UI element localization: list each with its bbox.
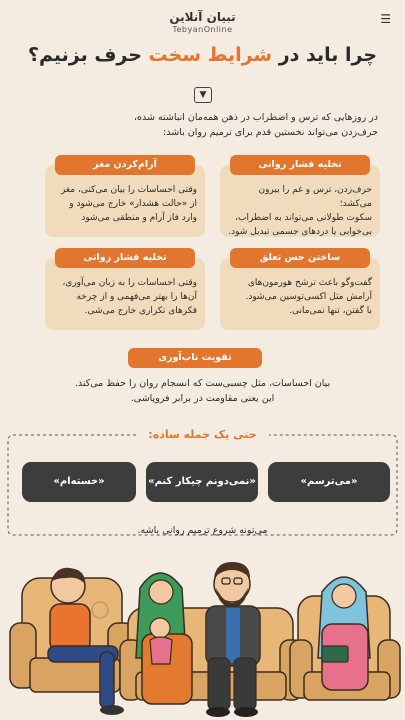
card-line: فکرهای تکراری خارج می‌شی. [84, 306, 197, 316]
card-body [53, 183, 197, 225]
card-belonging [220, 252, 380, 330]
resilience-title: تقویت تاب‌آوری [128, 348, 262, 368]
resilience-line: بیان احساسات، مثل چسبی‌ست که انسجام روان را حفظ می‌کند. [74, 378, 331, 389]
intro-line: حرف‌زدن می‌تواند نخستین قدم برای ترمیم روان باشد: [163, 127, 378, 138]
card-line: آرامش مثل اکسی‌توسین می‌شود. [245, 292, 372, 302]
resilience-line: این یعنی مقاومت در برابر فروپاشی. [130, 393, 275, 404]
card-line: وارد فاز آرام و منطقی می‌شود [81, 213, 197, 223]
card-line: با گفتن، تنها نمی‌مانی. [289, 306, 372, 316]
card-pressure-release-2 [45, 252, 205, 330]
card-body [228, 183, 372, 239]
phrase-afraid: «می‌ترسم» [268, 462, 390, 502]
woman-with-baby [136, 573, 192, 704]
title-highlight: شرایط سخت [148, 44, 273, 66]
card-line: گفت‌وگو باعث ترشح هورمون‌های [247, 278, 372, 288]
page-title [10, 44, 395, 66]
card-calm-brain [45, 159, 205, 237]
hamburger-icon[interactable]: ☰ [380, 12, 391, 26]
card-line: وقتی احساسات را بیان می‌کنی، مغز [60, 185, 197, 195]
card-line: حرف‌زدن، ترس و غم را بیرون می‌کشد؛ [258, 185, 372, 209]
title-part2: حرف بزنیم؟ [27, 44, 149, 66]
phrase-dont-know: «نمی‌دونم چیکار کنم» [146, 462, 258, 502]
brand-logo [0, 10, 405, 34]
phrase-tired: «خسته‌ام» [22, 462, 136, 502]
card-line: از «حالت هشدار» خارج می‌شود و [69, 199, 197, 209]
title-part1: چرا باید در [272, 44, 378, 66]
intro-line: در روزهایی که ترس و اضطراب در ذهن همه‌مان انباشته شده، [133, 112, 378, 123]
card-title: تخلیه فشار روانی [55, 248, 195, 268]
sentence-title: حتی یک جمله ساده: [148, 428, 257, 441]
card-body [228, 276, 372, 318]
card-line: وقتی احساسات را به زبان می‌آوری، [62, 278, 197, 288]
brand-name-fa: تبیان آنلاین [169, 10, 236, 24]
sentence-tail: می‌تونه شروع ترمیم روانی باشه. [137, 525, 268, 536]
arrow-down-icon: ▼ [194, 87, 212, 103]
woman-reading-book [290, 577, 400, 700]
card-line: آن‌ها را بهتر می‌فهمی و از چرخه [76, 292, 197, 302]
card-title: آرام‌کردن مغز [55, 155, 195, 175]
brand-name-en: TebyanOnline [172, 25, 233, 34]
card-line: سکوت طولانی می‌تواند به اضطراب، [235, 213, 372, 223]
card-pressure-release [220, 159, 380, 237]
card-title: تخلیه فشار روانی [230, 155, 370, 175]
card-body [53, 276, 197, 318]
card-line: بی‌خوابی یا دردهای جسمی تبدیل شود. [228, 227, 372, 237]
family-illustration [0, 548, 405, 720]
man-on-armchair [10, 568, 134, 715]
resilience-text [30, 376, 375, 406]
card-title: ساختن حس تعلق [230, 248, 370, 268]
intro-text [28, 110, 378, 140]
